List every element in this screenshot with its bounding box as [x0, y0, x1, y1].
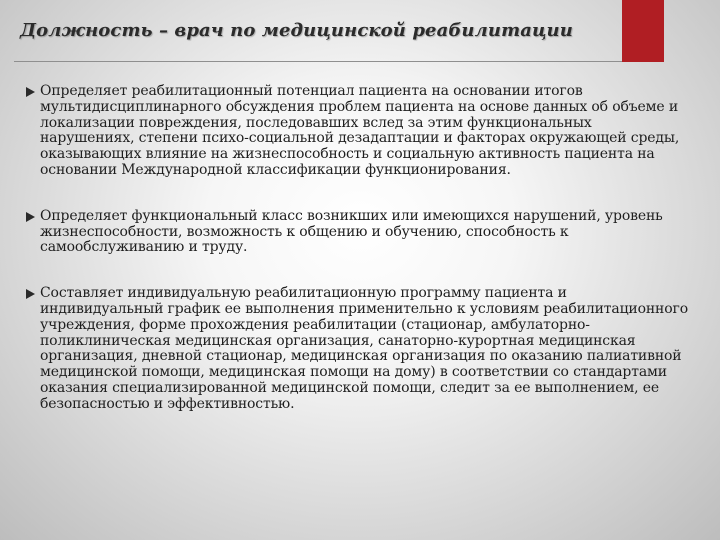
title-bar — [0, 0, 720, 62]
bullet-item-3 — [20, 286, 688, 412]
slide-title: Должность – врач по медицинской реабилитации — [20, 20, 573, 41]
title-divider — [14, 61, 622, 62]
bullet-list — [20, 84, 688, 413]
triangle-right-icon — [26, 212, 35, 222]
bullet-text-2: Определяет функциональный класс возникших или имеющихся нарушений, уровень жизнеспособности, возможность к общению и обучению, способность к самообслуживанию и труду. — [40, 207, 663, 256]
red-accent-block — [622, 0, 664, 62]
bullet-item-2 — [20, 209, 688, 256]
triangle-right-icon — [26, 289, 35, 299]
bullet-item-1 — [20, 84, 688, 179]
triangle-right-icon — [26, 87, 35, 97]
bullet-text-1: Определяет реабилитационный потенциал пациента на основании итогов мультидисциплинарного обсуждения проблем пациента на основе данных об объеме и локализации повреждения, последовавших вслед за этим функциональных нарушениях, степени психо-социальной дезадаптации и факторах окружающей среды, оказывающих влияние на жизнеспособность и социальную активность пациента на основании Международной классификации функционирования. — [40, 83, 680, 178]
bullet-text-3: Составляет индивидуальную реабилитационную программу пациента и индивидуальный график ее выполнения применительно к условиям реабилитационного учреждения, форме прохождения реабилитации (стационар, амбулаторно-поликлиническая медицинская организация, санаторно-курортная медицинская организация, дневной стационар, медицинская организация по оказанию палиативной медицинской помощи, медицинская помощи на дому) в соответствии со стандартами оказания специализированной медицинской помощи, следит за ее выполнением, ее безопасностью и эффективностью. — [40, 285, 688, 412]
